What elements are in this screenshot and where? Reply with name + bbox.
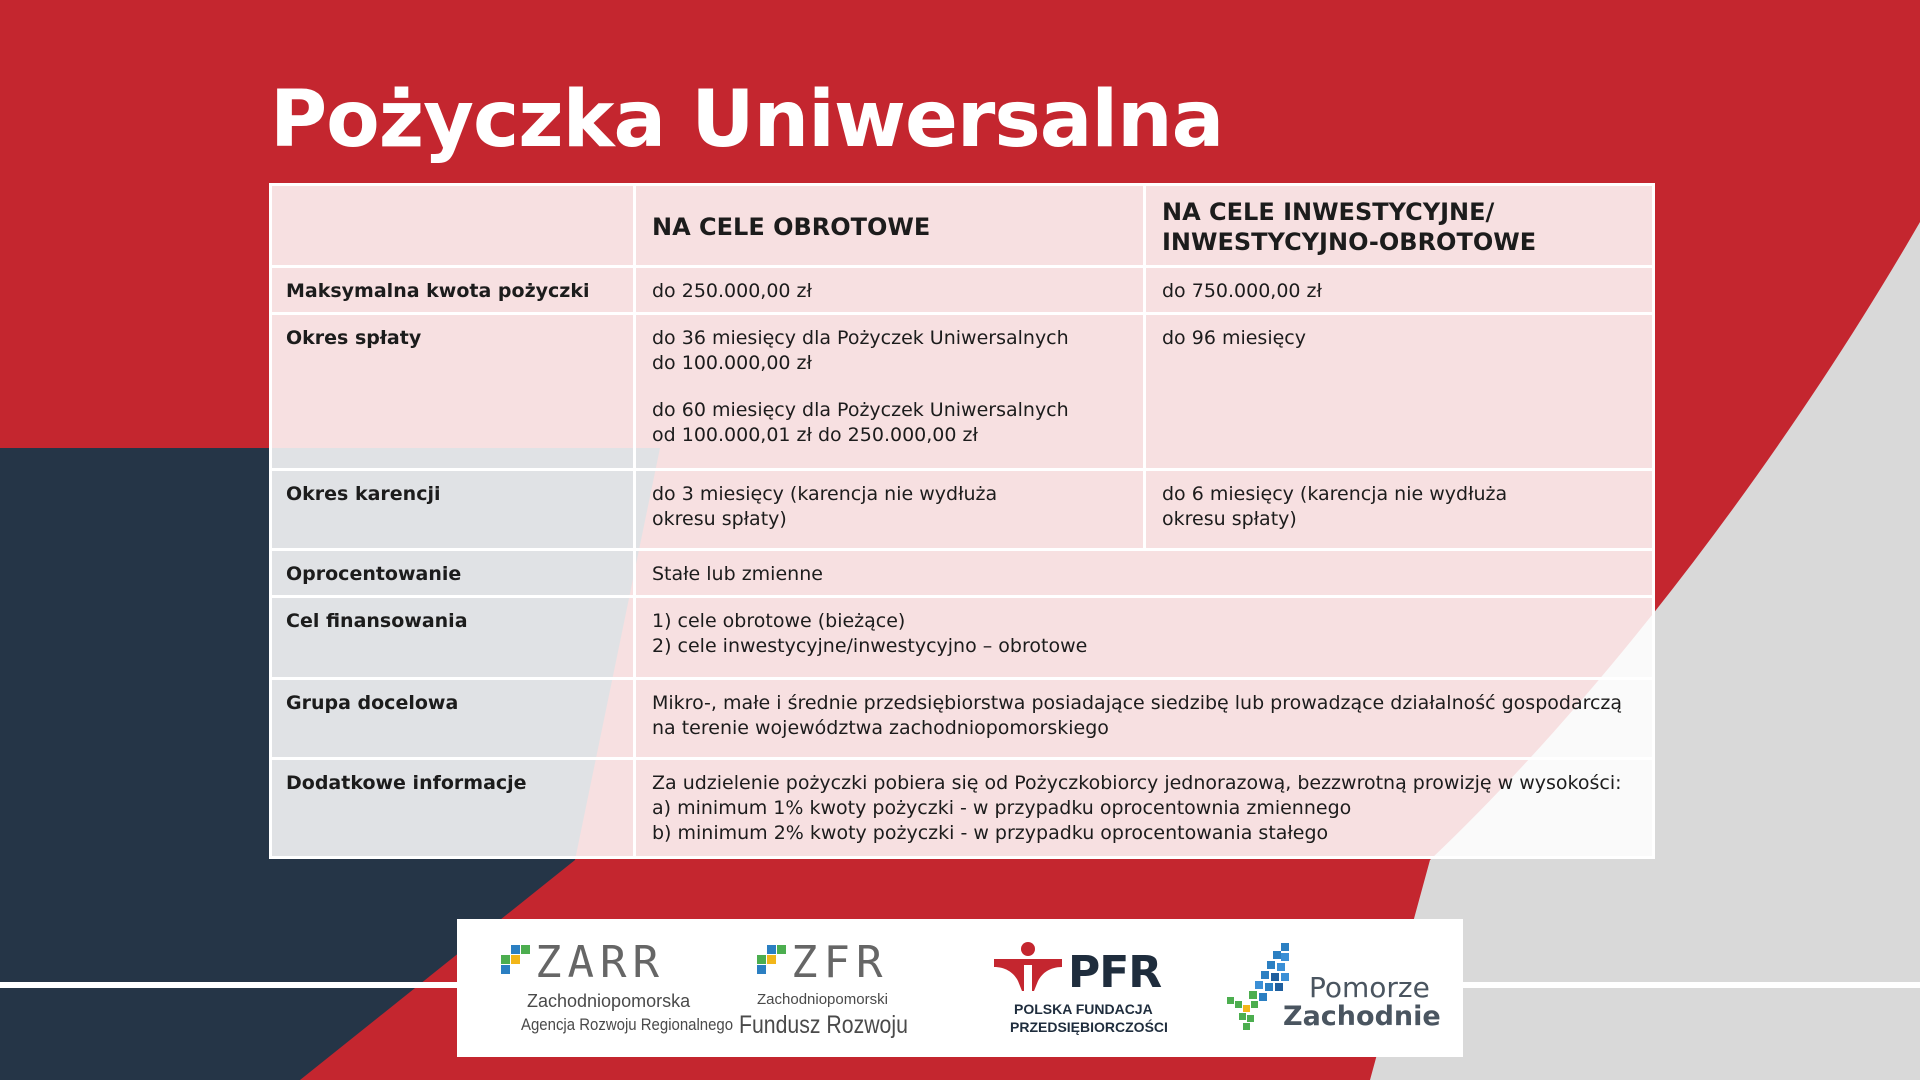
loan-table-container	[269, 183, 1652, 859]
table-row	[271, 679, 1654, 759]
pfr-logo	[990, 919, 1170, 1057]
zfr-line2: Fundusz Rozwoju	[739, 1011, 908, 1039]
pomorze-line1: Pomorze	[1309, 971, 1430, 1004]
cell-value: do 750.000,00 zł	[1145, 267, 1654, 314]
zarr-logo	[487, 919, 734, 1057]
row-label: Grupa docelowa	[271, 679, 635, 759]
cell-value: do 6 miesięcy (karencja nie wydłuża okresu spłaty)	[1145, 470, 1654, 550]
header-empty	[271, 185, 635, 267]
cell-value: do 250.000,00 zł	[635, 267, 1145, 314]
row-label: Oprocentowanie	[271, 550, 635, 597]
row-label: Okres karencji	[271, 470, 635, 550]
cell-value: Stałe lub zmienne	[635, 550, 1654, 597]
row-label: Maksymalna kwota pożyczki	[271, 267, 635, 314]
page-title: Pożyczka Uniwersalna	[270, 75, 1224, 165]
table-row	[271, 550, 1654, 597]
table-header-row	[271, 185, 1654, 267]
zfr-line1: Zachodniopomorski	[757, 991, 888, 1008]
zfr-squares-icon	[757, 945, 787, 975]
table-row	[271, 759, 1654, 858]
zfr-mark: ZFR	[791, 937, 889, 988]
pomorze-line2: Zachodnie	[1283, 1001, 1441, 1032]
cell-value: Za udzielenie pożyczki pobiera się od Pożyczkobiorcy jednorazową, bezzwrotną prowizję w wysokości: a) minimum 1% kwoty pożyczki - w przypadku oprocentownia zmiennego b) minimum 2% kwoty pożyczki - w przypadku oprocentowania stałego	[635, 759, 1654, 858]
partner-logos-bar	[457, 919, 1463, 1057]
cell-value: Mikro-, małe i średnie przedsiębiorstwa posiadające siedzibę lub prowadzące działalność gospodarczą na terenie województwa zachodniopomorskiego	[635, 679, 1654, 759]
row-label: Cel finansowania	[271, 597, 635, 679]
zarr-line1: Zachodniopomorska	[527, 991, 691, 1011]
table-row	[271, 597, 1654, 679]
cell-value: do 96 miesięcy	[1145, 314, 1654, 470]
table-row	[271, 267, 1654, 314]
row-label: Dodatkowe informacje	[271, 759, 635, 858]
table-row	[271, 314, 1654, 470]
pfr-emblem-icon	[990, 941, 1066, 997]
zarr-line2: Agencja Rozwoju Regionalnego	[521, 1015, 734, 1034]
table-row	[271, 470, 1654, 550]
pfr-line2: PRZEDSIĘBIORCZOŚCI	[1010, 1019, 1168, 1035]
pfr-line1: POLSKA FUNDACJA	[1014, 1001, 1153, 1017]
zarr-mark: ZARR	[535, 937, 665, 988]
pomorze-zachodnie-logo	[1227, 919, 1447, 1057]
cell-value: do 36 miesięcy dla Pożyczek Uniwersalnych do 100.000,00 zł do 60 miesięcy dla Pożyczek Uniwersalnych od 100.000,01 zł do 250.000,00 zł	[635, 314, 1145, 470]
header-obrotowe: NA CELE OBROTOWE	[635, 185, 1145, 267]
cell-value: 1) cele obrotowe (bieżące) 2) cele inwestycyjne/inwestycyjno – obrotowe	[635, 597, 1654, 679]
header-inwestycyjne: NA CELE INWESTYCYJNE/ INWESTYCYJNO-OBROTOWE	[1145, 185, 1654, 267]
loan-table	[269, 183, 1655, 859]
zarr-squares-icon	[501, 945, 531, 975]
pfr-mark: PFR	[1068, 947, 1162, 998]
cell-value: do 3 miesięcy (karencja nie wydłuża okresu spłaty)	[635, 470, 1145, 550]
row-label: Okres spłaty	[271, 314, 635, 470]
zfr-logo	[739, 919, 927, 1057]
